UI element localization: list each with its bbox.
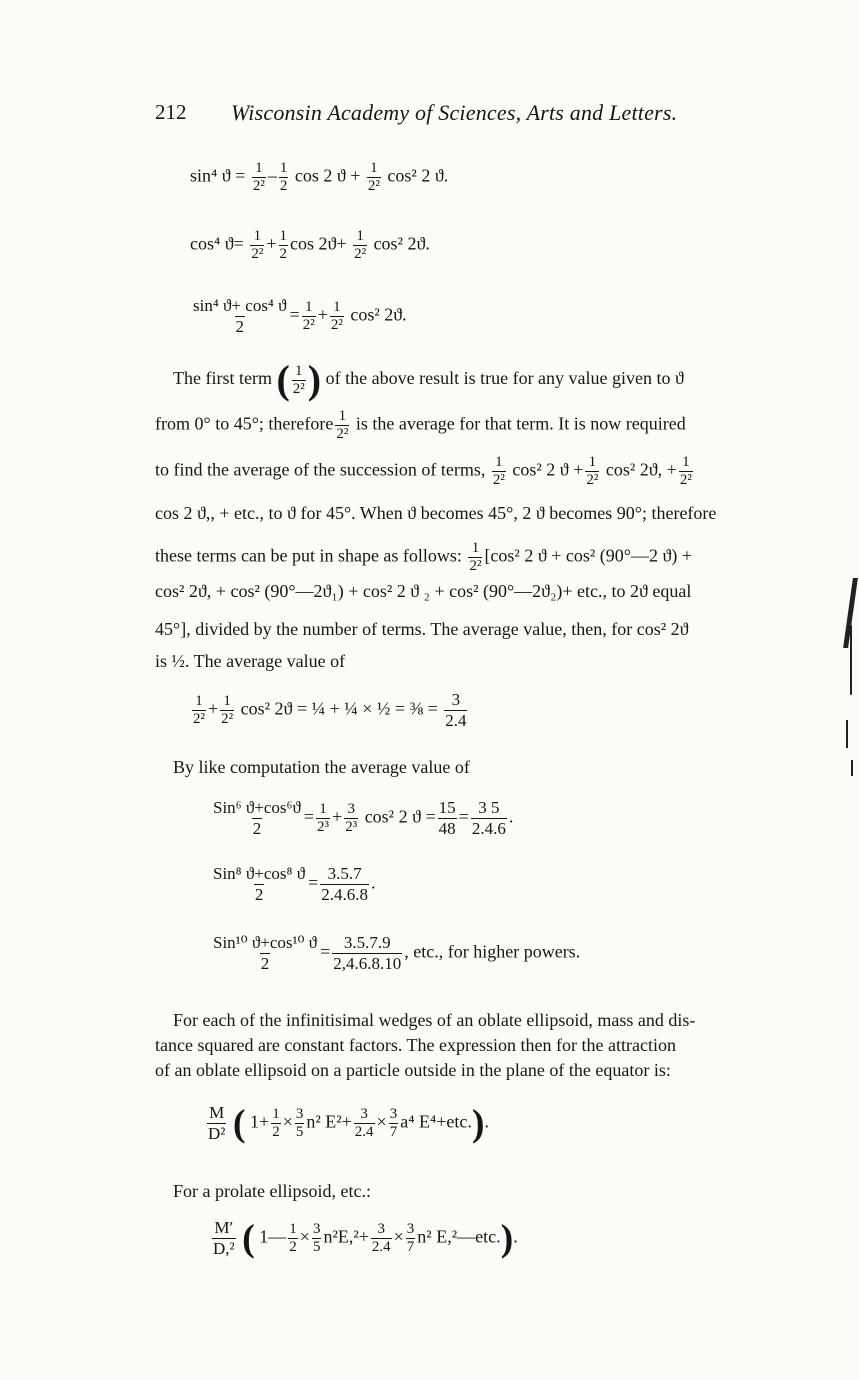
fraction: $\frac{3}{7}$ [406,1221,415,1255]
paragraph-line: of an oblate ellipsoid on a particle outside in the plane of the equator is: [155,1060,671,1080]
paragraph-line: these terms can be put in shape as follows: $\frac{1}{\text{2²}}$ [cos² 2 ϑ + cos² (90°—2 ϑ) + [155,540,693,574]
fraction: $\frac{3}{5}$ [295,1106,304,1140]
eq-sin4-term: cos² 2 ϑ. [387,165,449,186]
equation-eighth-power: Sin⁸ ϑ+cos⁸ ϑ 2 = $\frac{3.5.7}{2.4.6.8}$ . [213,864,376,904]
fraction: Sin⁶ ϑ+cos⁶ϑ 2 [213,798,301,838]
fraction: $\frac{1}{\text{2²}}$ [292,362,305,397]
fraction: $\frac{1}{\text{2²}}$ [367,160,380,194]
paragraph-line: The first term ( $\frac{1}{\text{2²}}$ ) of the above result is true for any value given to ϑ [173,357,684,402]
like-computation-text: By like computation the average value of [173,757,470,777]
fraction: $\frac{1}{\text{2²}}$ [221,693,234,727]
fraction: Sin⁸ ϑ+cos⁸ ϑ 2 [213,864,306,904]
eq-sin4-term: cos 2 ϑ + [294,165,361,186]
paragraph-line: For each of the infinitisimal wedges of an oblate ellipsoid, mass and dis- [173,1010,696,1030]
fraction: $\frac{1}{\text{2²}}$ [336,408,349,442]
paragraph-line: 45°], divided by the number of terms. The average value, then, for cos² 2ϑ [155,619,689,639]
scan-mark [851,760,853,776]
fraction: $\frac{3 5}{2.4.6}$ [471,798,506,838]
journal-title: Wisconsin Academy of Sciences, Arts and Letters. [231,100,678,125]
fraction: $\frac{1}{2}$ [289,1221,297,1255]
fraction: $\frac{1}{\text{2³}}$ [317,801,330,835]
fraction: $\frac{1}{\text{2²}}$ [251,228,264,262]
fraction: $\frac{1}{\text{2²}}$ [679,454,692,488]
fraction: $\frac{1}{\text{2²}}$ [252,160,265,194]
paragraph-line: from 0° to 45°; therefore $\frac{1}{\text{2²}}$ is the average for that term. It is now required [155,408,686,442]
fraction: $\frac{3.5.7}{2.4.6.8}$ [321,864,369,904]
fraction: $\frac{1}{\text{2²}}$ [302,299,315,333]
fraction: $\frac{M}{\text{D²}}$ [208,1103,226,1143]
running-header [155,100,725,132]
eq-cos4-term: cos 2ϑ+ [290,233,347,254]
eq-cos4-lhs: cos⁴ ϑ= [190,233,244,254]
fraction: $\frac{1}{\text{2²}}$ [492,454,505,488]
equation-sum4: $\frac{\text{sin⁴ ϑ+ cos⁴ ϑ}}{2}$ = $\frac{1}{\text{2²}}$ + $\frac{1}{\text{2²}}$ cos² 2ϑ. [193,296,407,336]
equation-average: $\frac{1}{\text{2²}}$ + $\frac{1}{\text{2²}}$ cos² 2ϑ = ¼ + ¼ × ½ = ⅜ = $\frac{3}{2.4}$ [193,690,467,730]
fraction: $\frac{3}{5}$ [312,1221,321,1255]
paragraph-line: to find the average of the succession of terms, $\frac{1}{\text{2²}}$ cos² 2 ϑ + $\frac{1}{\text{2²}}$ cos² 2ϑ, + $\frac{1}{\text{2²}}$ [155,454,692,488]
fraction: $\frac{1}{2}$ [272,1106,280,1140]
fraction: $\frac{15}{48}$ [438,798,456,838]
equation-prolate: $\frac{M'}{\text{D,²}}$ ( 1— $\frac{1}{2}$ × $\frac{3}{5}$ n²E,²+ $\frac{3}{2.4}$ × $\frac{3}{7}$ n² E,²—etc.). [213,1217,518,1260]
paragraph-line: tance squared are constant factors. The expression then for the attraction [155,1035,676,1055]
eq-cos4-term: cos² 2ϑ. [373,233,430,254]
fraction: $\frac{\text{sin⁴ ϑ+ cos⁴ ϑ}}{2}$ [193,296,287,336]
equation-sixth-power: Sin⁶ ϑ+cos⁶ϑ 2 = $\frac{1}{\text{2³}}$ + $\frac{3}{\text{2³}}$ cos² 2 ϑ = $\frac{15}{48}$ = $\frac{3 5}{2.4.6}$ . [213,798,514,838]
equation-oblate: $\frac{M}{\text{D²}}$ ( 1+ $\frac{1}{2}$ × $\frac{3}{5}$ n² E²+ $\frac{3}{2.4}$ × $\frac{3}{7}$ a⁴ E⁴+etc.). [208,1102,490,1145]
fraction: $\frac{3}{\text{2³}}$ [345,801,358,835]
fraction: $\frac{3.5.7.9}{2,4.6.8.10}$ [333,933,402,973]
equation-sin4: sin⁴ ϑ = $\frac{1}{\text{2²}}$ – $\frac{1}{2}$ cos 2 ϑ + $\frac{1}{\text{2²}}$ cos² 2 ϑ. [190,160,449,194]
fraction: $\frac{1}{\text{2²}}$ [586,454,599,488]
fraction: $\frac{M'}{\text{D,²}}$ [213,1218,235,1258]
eq-sum4-term: cos² 2ϑ. [350,304,407,325]
equation-tenth-power: Sin¹⁰ ϑ+cos¹⁰ ϑ 2 = $\frac{3.5.7.9}{2,4.6.8.10}$ , etc., for higher powers. [213,933,581,973]
fraction: $\frac{3}{2.4}$ [354,1106,374,1140]
fraction: $\frac{1}{\text{2²}}$ [354,228,367,262]
fraction: $\frac{3}{7}$ [389,1106,398,1140]
fraction: Sin¹⁰ ϑ+cos¹⁰ ϑ 2 [213,933,318,973]
equation-cos4: cos⁴ ϑ= $\frac{1}{\text{2²}}$ + $\frac{1}{2}$ cos 2ϑ+ $\frac{1}{\text{2²}}$ cos² 2ϑ. [190,228,430,262]
paragraph-line: cos² 2ϑ, + cos² (90°—2ϑ₁) + cos² 2 ϑ ₂ + cos² (90°—2ϑ₂)+ etc., to 2ϑ equal [155,581,692,601]
prolate-intro: For a prolate ellipsoid, etc.: [173,1181,371,1201]
fraction: $\frac{1}{2}$ [279,160,288,194]
scan-mark [846,720,848,748]
eq-sin4-lhs: sin⁴ ϑ = [190,165,246,186]
page-number: 212 [155,100,187,124]
paragraph-line: is ½. The average value of [155,651,346,671]
fraction: $\frac{1}{\text{2²}}$ [469,540,482,574]
fraction: $\frac{1}{\text{2²}}$ [193,693,205,727]
paragraph-line: cos 2 ϑ,, + etc., to ϑ for 45°. When ϑ becomes 45°, 2 ϑ becomes 90°; therefore [155,503,717,523]
fraction: $\frac{3}{2.4}$ [445,690,467,730]
fraction: $\frac{1}{2}$ [279,228,287,262]
scan-mark [850,625,852,695]
fraction: $\frac{3}{2.4}$ [371,1221,391,1255]
fraction: $\frac{1}{\text{2²}}$ [330,299,343,333]
